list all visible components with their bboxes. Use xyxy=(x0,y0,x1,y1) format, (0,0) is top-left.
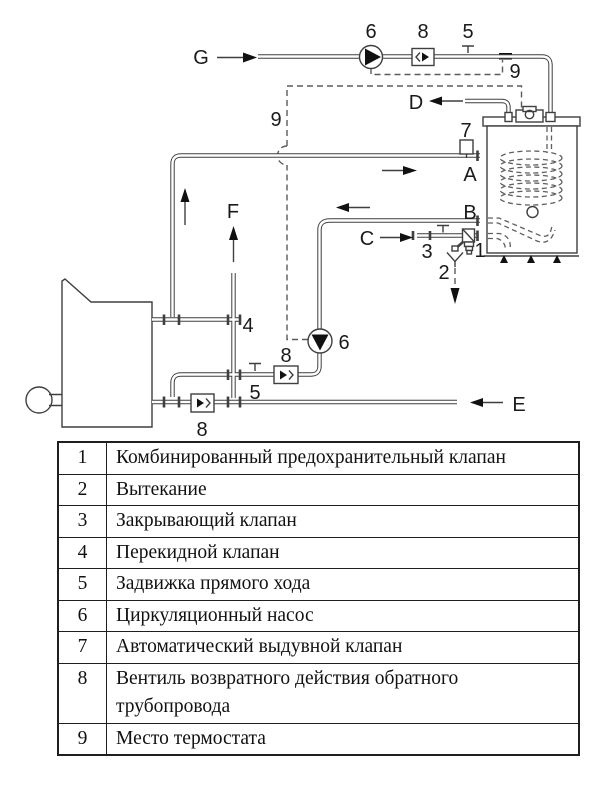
boiler xyxy=(26,279,152,427)
label-3: 3 xyxy=(421,241,433,263)
label-1: 1 xyxy=(474,240,486,262)
row-description: Перекидной клапан xyxy=(116,541,280,563)
label-5: 5 xyxy=(462,21,474,43)
row-description: Вентиль возвратного действия обратного трубопровода xyxy=(116,667,459,717)
tank-inlet-stub xyxy=(505,113,512,122)
row-number: 6 xyxy=(59,601,107,632)
label-9: 9 xyxy=(509,61,521,83)
table-row xyxy=(59,474,578,506)
circulation-pump-icon xyxy=(308,329,332,353)
shutoff-valve-icon xyxy=(437,226,449,233)
label-c: C xyxy=(359,228,375,250)
row-number: 3 xyxy=(59,506,107,537)
gate-valve-icon xyxy=(249,364,261,372)
label-g: G xyxy=(193,47,209,69)
flow-arrow-d xyxy=(429,97,463,106)
row-description: Циркуляционный насос xyxy=(116,604,314,626)
label-4: 4 xyxy=(242,315,254,337)
label-6: 6 xyxy=(365,21,377,43)
table-row xyxy=(59,723,578,755)
table-row xyxy=(59,631,578,663)
table-row xyxy=(59,443,578,474)
flow-arrow-riser xyxy=(181,188,190,225)
label-9: 9 xyxy=(270,109,282,131)
row-description: Вытекание xyxy=(116,478,207,500)
row-number: 9 xyxy=(59,724,107,755)
check-valve-icon xyxy=(274,366,298,384)
tank-inlet-stub xyxy=(546,113,555,122)
row-number: 2 xyxy=(59,475,107,506)
label-8: 8 xyxy=(417,21,429,43)
legend-table xyxy=(57,441,580,756)
label-6: 6 xyxy=(338,332,350,354)
diagram-labels xyxy=(193,21,525,441)
row-description: Автоматический выдувной клапан xyxy=(116,636,403,657)
table-row xyxy=(59,663,578,723)
gate-valve-icon xyxy=(462,46,474,53)
row-description: Комбинированный предохранительный клапан xyxy=(116,447,506,468)
table-row xyxy=(59,537,578,569)
table-row xyxy=(59,600,578,632)
row-number: 1 xyxy=(59,443,107,474)
label-b: B xyxy=(463,202,477,224)
flow-arrow-f xyxy=(229,226,238,262)
circulation-pump-icon xyxy=(360,46,383,69)
storage-tank xyxy=(483,107,580,264)
row-number: 8 xyxy=(59,664,107,723)
label-d: D xyxy=(408,92,424,114)
table-row xyxy=(59,505,578,537)
row-number: 4 xyxy=(59,538,107,569)
label-7: 7 xyxy=(460,120,472,142)
table-row xyxy=(59,568,578,600)
flow-arrow-c xyxy=(380,233,413,242)
label-8: 8 xyxy=(280,345,292,367)
label-a: A xyxy=(463,164,477,186)
boiler-loop xyxy=(26,387,52,413)
label-8: 8 xyxy=(196,419,208,441)
label-e: E xyxy=(512,394,526,416)
check-valve-icon xyxy=(412,49,434,66)
label-2: 2 xyxy=(438,262,450,284)
label-f: F xyxy=(226,201,240,223)
row-number: 5 xyxy=(59,569,107,600)
row-description: Закрывающий клапан xyxy=(116,510,297,531)
flow-arrow-a xyxy=(382,166,417,175)
check-valve-icon xyxy=(191,394,214,412)
flow-arrow-b xyxy=(336,203,370,212)
flow-arrow-e xyxy=(470,398,503,407)
row-number: 7 xyxy=(59,632,107,663)
flow-arrow-g xyxy=(217,53,257,63)
row-description: Задвижка прямого хода xyxy=(116,573,311,594)
drain-flow-arrow xyxy=(451,288,460,304)
thermostat-well-fitting xyxy=(516,107,543,123)
row-description: Место термостата xyxy=(116,727,266,749)
label-5: 5 xyxy=(249,382,261,404)
safety-valve-icon xyxy=(452,229,475,254)
